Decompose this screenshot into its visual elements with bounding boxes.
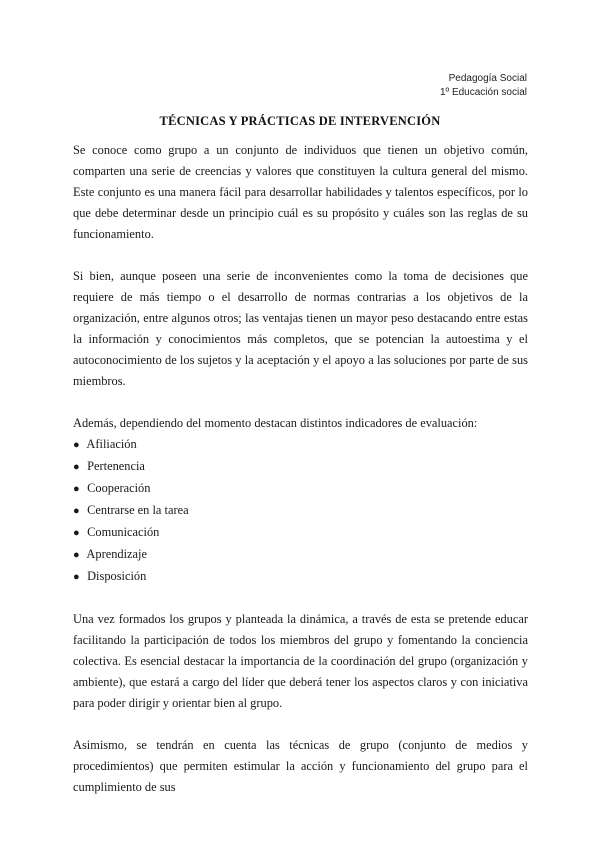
bullet-icon: ● — [73, 505, 80, 517]
bullet-icon: ● — [73, 571, 80, 583]
list-item: ● Aprendizaje — [73, 544, 528, 566]
list-item: ● Centrarse en la tarea — [73, 500, 528, 522]
bullet-icon: ● — [73, 461, 80, 473]
paragraph-2: Si bien, aunque poseen una serie de inconvenientes como la toma de decisiones que requiere de más tiempo o el desarrollo de normas contrarias a los objetivos de la organización, entre algunos otros; las ventajas tienen un mayor peso destacando entre estas la información y conocimientos más completos, que se potencian la autoestima y el autoconocimiento de los sujetos y la aceptación y el apoyo a las soluciones por parte de sus miembros. — [73, 269, 528, 388]
paragraph-4: Una vez formados los grupos y planteada la dinámica, a través de esta se pretende educar facilitando la participación de todos los miembros del grupo y fomentando la conciencia colectiva. Es esencial destacar la importancia de la coordinación del grupo (organización y ambiente), que estará a cargo del líder que deberá tener los aspectos claros y con iniciativa para poder dirigir y orientar bien al grupo. — [73, 612, 528, 710]
list-item: ● Pertenencia — [73, 456, 528, 478]
list-item: ● Afiliación — [73, 434, 528, 456]
paragraph-5: Asimismo, se tendrán en cuenta las técnicas de grupo (conjunto de medios y procedimientos) que permiten estimular la acción y funcionamiento del grupo para el cumplimiento de sus — [73, 738, 528, 794]
list-item: ● Cooperación — [73, 478, 528, 500]
indicators-intro: Además, dependiendo del momento destacan distintos indicadores de evaluación: — [73, 416, 478, 430]
header-program: 1º Educación social — [439, 87, 527, 98]
list-item: ● Disposición — [73, 566, 528, 588]
bullet-icon: ● — [73, 439, 80, 451]
bullet-icon: ● — [73, 549, 80, 561]
header-course: Pedagogía Social — [448, 73, 527, 84]
paragraph-1: Se conoce como grupo a un conjunto de individuos que tienen un objetivo común, comparten una serie de creencias y valores que constituyen la cultura general del mismo. Este conjunto es una manera fácil para desarrollar habilidades y talentos específicos, por lo que debe determinar desde un principio cuál es su propósito y cuáles son las reglas de su funcionamiento. — [73, 143, 528, 241]
document-title: TÉCNICAS Y PRÁCTICAS DE INTERVENCIÓN — [159, 114, 441, 128]
bullet-icon: ● — [73, 527, 80, 539]
bullet-icon: ● — [73, 483, 80, 495]
indicators-list — [73, 434, 528, 588]
page-header — [440, 72, 527, 100]
list-item: ● Comunicación — [73, 522, 528, 544]
document-body — [73, 140, 528, 798]
